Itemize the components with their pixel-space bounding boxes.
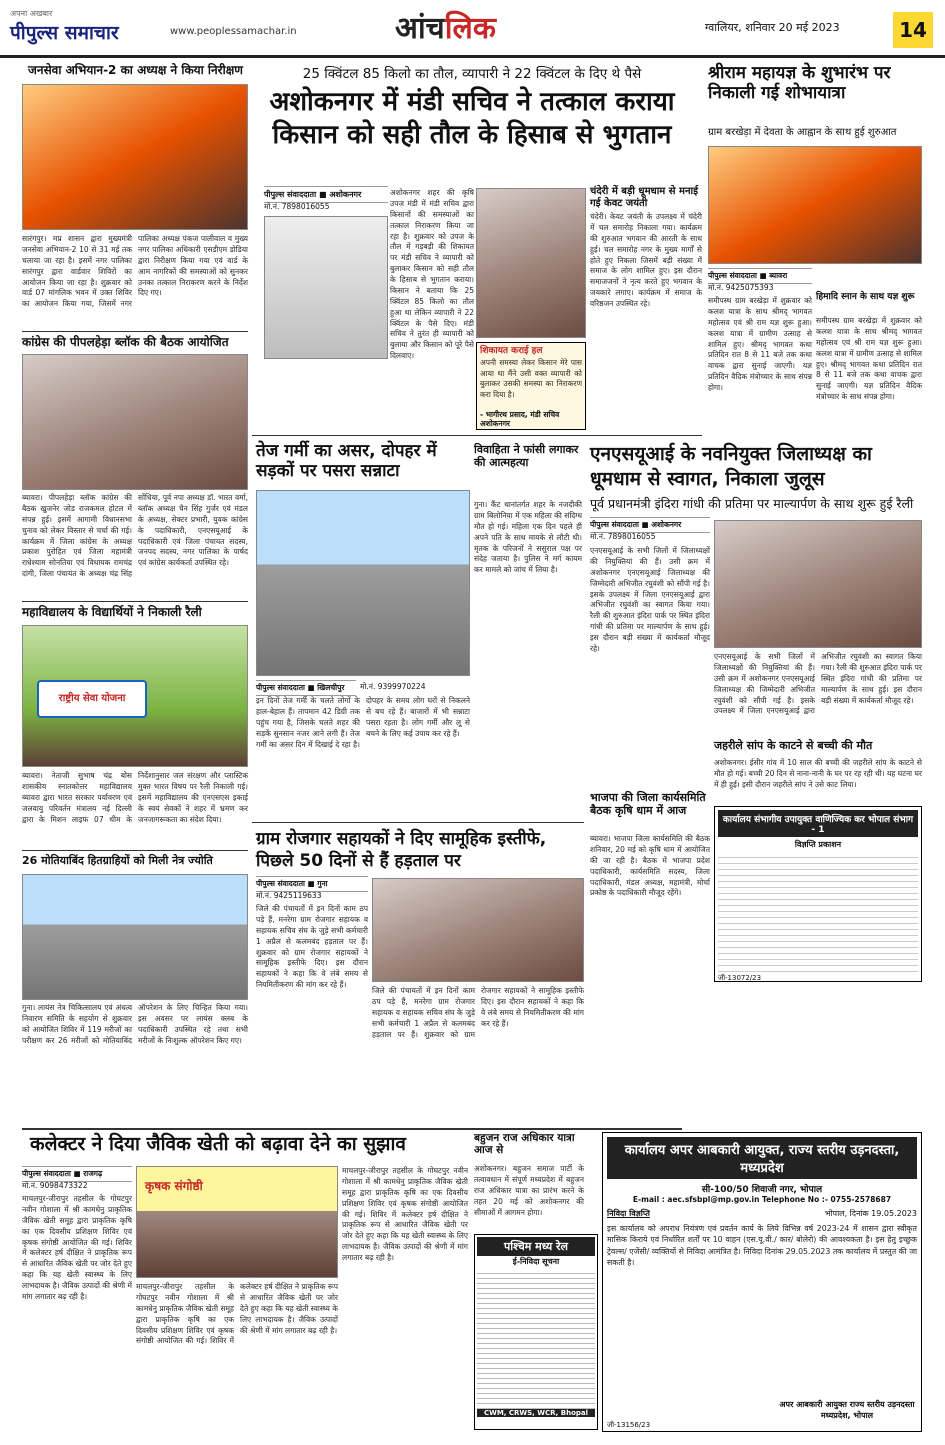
eye-headline: 26 मोतियाबिंद हितग्राहियों को मिली नेत्र ज्योति [22,854,213,867]
commercial-tax-notice [714,806,922,982]
ad2-email[interactable]: E-mail : aec.sfsbpl@mp.gov.in Telephone No :- 0755-2578687 [632,1195,892,1204]
ad1-ref: जी-13072/23 [718,974,762,982]
ad2-body: इस कार्यालय को अपराध नियंत्रण एवं प्रवर्तन कार्य के लिये विभिन्न वर्ष 2023-24 में शासन द्वारा स्वीकृत मासिक किराये एवं निर्धारित शर्तों पर 10 वाहन (एस.यू.वी./ कार/ बोलेरो) की आवश्यकता है। इस हेतु इच्छुक ट्रेवल्स/ एजेंसी/ व्यक्तियों से निविदा आमंत्रित है। निविदा दिनांक 29.05.2023 तक कार्यालय में प्रस्तुत की जा सकती है। [607,1224,917,1267]
masthead [0,0,945,58]
complaint-quote: अपनी समस्या लेकर किसान मेरे पास आया था मैंने उसी वक्त व्यापारी को बुलाकर उसकी समस्या का निराकरण करा दिया है। [480,357,582,400]
bahujan-body: अशोकनगर। बहुजन समाज पार्टी के तत्वावधान में संपूर्ण मध्यप्रदेश में बहुजन राज अधिकार यात्रा का प्रारंभ करने के तहत 20 मई को अशोकनगर की सीमाओं में आगमन होगा। [474,1164,584,1217]
shobha-mobile: मो.नं. 9425075393 [708,283,774,292]
ad2-ref: जी-13156/23 [607,1421,651,1429]
ad2-signature: अपर आबकारी आयुक्त राज्य स्तरीय उड़नदस्ता मध्यप्रदेश, भोपाल [779,1400,915,1420]
shobha-subhead: ग्राम बरखेड़ा में देवता के आह्वान के साथ हुई शुरुआत [708,127,897,138]
mandi-headline: अशोकनगर में मंडी सचिव ने तत्काल कराया किसान को सही तौल के हिसाब से भुगतान [269,87,675,150]
rozgar-mobile: मो.नं. 9425119633 [256,891,322,900]
jansewa-headline: जनसेवा अभियान-2 का अध्यक्ष ने किया निरीक्षण [28,63,243,77]
nsui-mobile: मो.नं. 7898016055 [590,532,656,541]
section-title: आंचलिक [395,11,496,46]
eye-camp-photo [22,874,248,1000]
ad2-date: भोपाल, दिनांक 19.05.2023 [824,1209,917,1218]
ad2-address: सी-100/50 शिवाजी नगर, भोपाल [701,1185,823,1195]
krishak-banner: कृषक संगोष्ठी [145,1179,203,1193]
railway-tender-ad [474,1234,598,1430]
nsui-byline: पीपुल्स संवाददाता ■ अशोकनगर [590,517,710,533]
bahujan-headline: बहुजन राज अधिकार यात्रा आज से [474,1132,575,1157]
nsui-photo [714,520,922,648]
rozgar-headline: ग्राम रोजगार सहायकों ने दिए सामूहिक इस्तीफे, पिछले 50 दिनों से हैं हड़ताल पर [256,829,547,872]
nss-banner: राष्ट्रीय सेवा योजना [37,680,147,718]
collector-mobile: मो.नं. 9098473322 [22,1181,88,1190]
eye-body: गुना। लायंस नेत्र चिकित्सालय एवं अंधत्व निवारण समिति के सहयोग से शुक्रवार को आयोजित शिविर में 119 मरीजों का परीक्षण कर 26 मरीजों को मोतियाबिंद ऑपरेशन के लिए चिन्हित किया गया। इस अवसर पर लायंस क्लब के पदाधिकारी उपस्थित रहे तथा सभी मरीजों के निःशुल्क ऑपरेशन किए गए। [22,1003,248,1045]
collector-headline: कलेक्टर ने दिया जैविक खेती को बढ़ावा देने का सुझाव [30,1133,406,1155]
jansewa-photo [22,84,248,230]
mandi-photo-small [264,216,388,359]
congress-headline: कांग्रेस की पीपलहेड़ा ब्लॉक की बैठक आयोजित [22,335,229,349]
ad1-subtitle: विज्ञप्ति प्रकाशन [794,840,842,849]
bjp-body: ब्यावरा। भाजपा जिला कार्यसमिति की बैठक शनिवार, 20 मई को कृषि धाम में आयोजित की जा रही है। बैठक में भाजपा प्रदेश पदाधिकारी, कार्यसमिति सदस्य, जिला पदाधिकारी, मंडल अध्यक्ष, महामंत्री, मोर्चा प्रकोष्ठ के पदाधिकारी मौजूद रहेंगे। [590,834,710,898]
congress-photo [22,354,248,490]
bjp-headline: भाजपा की जिला कार्यसमिति बैठक कृषि धाम में आज [590,791,706,817]
collector-byline: पीपुल्स संवाददाता ■ राजगढ़ [22,1166,132,1182]
nsui-subhead: पूर्व प्रधानमंत्री इंदिरा गांधी की प्रतिमा पर माल्यार्पण के साथ शुरू हुई रैली [590,496,914,511]
shobha-bold-note: हिमादि स्नान के साथ यज्ञ शुरू [816,292,915,302]
website-url[interactable]: www.peoplessamachar.in [170,26,297,37]
shobha-photo [708,146,922,264]
snake-body: अशोकनगर। ईसीर गांव में 10 साल की बच्ची की जहरीले सांप के काटने से मौत हो गई। बच्ची 20 दिन से नाना-नानी के घर पर रह रही थी। यह घटना घर में ही हुई। इसी दौरान जहरीले सांप ने उसे काट लिया। [714,758,922,789]
collector-body-end: माचलपुर-जीरापुर तहसील के गोघटपुर नवीन गोशाला में श्री कामधेनु प्राकृतिक जैविक खेती समूह द्वारा प्राकृतिक कृषि का एक दिवसीय प्रशिक्षण शिविर एवं कृषक संगोष्ठी आयोजित की गई। शिविर में कलेक्टर हर्ष दीक्षित ने प्राकृतिक रूप से आधारित जैविक खेती पर जोर देते हुए कहा कि यह खेती स्वास्थ्य के लिए लाभदायक है। जैविक उत्पादों की श्रेणी में मांग लगातार बढ़ रही है। [342,1166,468,1262]
collector-photo [136,1166,338,1278]
ad2-title: कार्यालय अपर आबकारी आयुक्त, राज्य स्तरीय उड़नदस्ता, मध्यप्रदेश [607,1137,917,1179]
rally-body: ब्यावरा। नेताजी सुभाष चंद्र बोस शासकीय स्नातकोत्तर महाविद्यालय ब्यावरा द्वारा भारत सरकार पर्यावरण एवं जलवायु परिवर्तन मंत्रालय नई दिल्ली द्वारा के मिशन लाइफ 07 थीम के निर्देशानुसार जल संरक्षण और प्लास्टिक मुक्त भारत विषय पर रैली निकाली गई। इसमें महाविद्यालय की एनएसएस इकाई के स्वयं सेवकों ने शहर में भ्रमण कर जनजागरूकता का संदेश दिया। [22,771,248,824]
mandi-mobile: मो.नं. 7898016055 [264,202,330,211]
newspaper-logo: अपना अखबार पीपुल्स समाचार [10,9,119,44]
rozgar-byline: पीपुल्स संवाददाता ■ गुना [256,876,368,892]
rozgar-photo [372,878,584,982]
chanderi-headline: चंदेरी में बड़ी धूमधाम से मनाई गई केवट जयंती [590,186,699,209]
complaint-box [476,342,586,430]
jansewa-body: सारंगपुर। मप्र शासन द्वारा मुख्यमंत्री जनसेवा अभियान-2 10 से 31 मई तक चलाया जा रहा है। इसमें नगर पालिका सारंगपुर द्वारा वार्डवार शिविरों का आयोजन किया जा रहा है। शुक्रवार को वार्ड 07 मांगलिक भवन में उक्त शिविर का आयोजन किया गया, जिसमें नगर पालिका अध्यक्ष पंकज पालीवाल व मुख्य नगर पालिका अधिकारी एसडीएम डोडिया द्वारा निरीक्षण किया गया एवं वार्ड के आम नागरिकों की समस्याओं को सुनकर उनका तत्काल निराकरण करने के निर्देश दिए गए। [22,234,248,309]
collector-body: माचलपुर-जीरापुर तहसील के गोघटपुर नवीन गोशाला में श्री कामधेनु प्राकृतिक जैविक खेती समूह द्वारा प्राकृतिक कृषि का एक दिवसीय प्रशिक्षण शिविर एवं कृषक संगोष्ठी आयोजित की गई। शिविर में कलेक्टर हर्ष दीक्षित ने प्राकृतिक रूप से आधारित जैविक खेती पर जोर देते हुए कहा कि यह खेती स्वास्थ्य के लिए लाभदायक है। जैविक उत्पादों की श्रेणी में मांग लगातार बढ़ रही है। [22,1194,132,1301]
page-number: 14 [893,12,933,48]
shobha-byline: पीपुल्स संवाददाता ■ ब्यावरा [708,268,812,284]
collector-body-continued: माचलपुर-जीरापुर तहसील के गोघटपुर नवीन गोशाला में श्री कामधेनु प्राकृतिक जैविक खेती समूह द्वारा प्राकृतिक कृषि का एक दिवसीय प्रशिक्षण शिविर एवं कृषक संगोष्ठी आयोजित की गई। शिविर में कलेक्टर हर्ष दीक्षित ने प्राकृतिक रूप से आधारित जैविक खेती पर जोर देते हुए कहा कि यह खेती स्वास्थ्य के लिए लाभदायक है। जैविक उत्पादों की श्रेणी में मांग लगातार बढ़ रही है। [136,1282,338,1346]
chanderi-body: चंदेरी। केवट जयंती के उपलक्ष्य में चंदेरी में चल समारोह निकाला गया। कार्यक्रम की शुरुआत भगवान की आरती के साथ हुई। चल समारोह नगर के मुख्य मार्गों से होते हुए निकला जिसमें बड़ी संख्या में समाज के लोग शामिल हुए। इस दौरान समाजजनों ने नृत्य करते हुए भगवान के जयकारे लगाए। कार्यक्रम में समाज के वरिष्ठजन उपस्थित रहे। [590,212,702,308]
complaint-quote-by: - भागीरथ प्रसाद, मंडी सचिव अशोकनगर [480,409,560,429]
rozgar-body: जिले की पंचायतों में इन दिनों काम ठप पड़े हैं, मनरेगा ग्राम रोजगार सहायक व सहायक सचिव संघ के जुड़े सभी कर्मचारी 1 अप्रैल से कलमबंद हड़ताल पर हैं। शुक्रवार को ग्राम रोजगार सहायकों ने सामूहिक इस्तीफे दिए। इस दौरान सहायकों ने कहा कि वे लंबे समय से नियमितीकरण की मांग कर रहे हैं। [256,904,368,990]
rail-footer: CWM, CRWS, WCR, Bhopal [477,1409,595,1417]
rail-subtitle: ई-निविदा सूचना [512,1257,560,1266]
snake-headline: जहरीले सांप के काटने से बच्ची की मौत [714,739,873,752]
mandi-kicker: 25 क्विंटल 85 किलो का तौल, व्यापारी ने 22 क्विंटल के दिए थे पैसे [302,66,642,82]
mandi-body: अशोकनगर शहर की कृषि उपज मंडी में मंडी सचिव द्वारा किसानों की समस्याओं का तत्काल निराकरण किया जा रहा है। शुक्रवार को उपज के तौल में गड़बड़ी की शिकायत पर मंडी सचिव ने व्यापारी को बुलाकर किसान को सही तौल के हिसाब से भुगतान कराया। किसान ने बताया कि 25 क्विंटल 85 किलो का तौल हुआ था लेकिन व्यापारी ने 22 क्विंटल के पैसे दिए। मंडी सचिव ने तुरंत ही व्यापारी को बुलाया और किसान को पूरे पैसे दिलवाए। [390,188,474,361]
heat-mobile: मो.नं. 9399970224 [360,682,426,691]
suicide-body: गुना। कैंट थानांतर्गत शहर के नजदीकी ग्राम बिलोनिया में एक महिला की संदिग्ध मौत हो गई। महिला एक दिन पहले ही अपने पति के साथ मायके से लौटी थी। मृतक के परिजनों ने ससुराल पक्ष पर संदेह जताया है। पुलिस ने मर्ग कायम कर मामले को जांच में लिया है। [474,500,582,575]
mandi-byline: पीपुल्स संवाददाता ■ अशोकनगर [264,186,388,203]
congress-body: ब्यावरा। पीपलहेड़ा ब्लॉक कांग्रेस की बैठक खुजनेर जोड राजकमल होटल में संपन्न हुई। इसमें आगामी विधानसभा चुनाव को लेकर विस्तार से चर्चा की गई। कार्यक्रम में जिला कांग्रेस के अध्यक्ष प्रकाश पुरोहित एवं जिला महामंत्री राधेश्याम सोनतिया एवं विधायक रामचंद्र दांगी, जिला पंचायत के अध्यक्ष चंद्र सिंह सोंधिया, पूर्व नपा अध्यक्ष डॉ. भारत वर्मा, ब्लॉक अध्यक्ष चैन सिंह गुर्जर एवं मंडल के अध्यक्ष, सेक्टर प्रभारी, युवक कांग्रेस के पदाधिकारी, एनएसयूआई के पदाधिकारी एवं जिला पंचायत सदस्य, जनपद सदस्य, नगर पालिका के पार्षद एवं कांग्रेस कार्यकर्ता उपस्थित रहे। [22,493,248,579]
ad2-notice-title: निविदा विज्ञप्ति [607,1209,650,1218]
rail-title: पश्चिम मध्य रेल [477,1237,595,1256]
heat-road-photo [256,490,470,676]
shobha-headline: श्रीराम महायज्ञ के शुभारंभ पर निकाली गई शोभायात्रा [708,63,891,103]
heat-byline: पीपुल्स संवाददाता ■ खिलचीपुर [256,680,356,696]
shobha-body-continued: समीपस्थ ग्राम बरखेड़ा में शुक्रवार को कलश यात्रा के साथ श्रीमद् भागवत महोत्सव एवं श्री राम यज्ञ शुरू हुआ। कलश यात्रा में ग्रामीण उत्साह से शामिल हुए। श्रीमद् भागवत कथा प्रतिदिन रात 8 से 11 बजे तक कथा वाचक द्वारा सुनाई जाएगी। यज्ञ प्रतिदिन वैदिक मंत्रोच्चार के साथ संपन्न होगा। [816,316,923,402]
heat-headline: तेज गर्मी का असर, दोपहर में सड़कों पर पसरा सन्नाटा [256,441,437,481]
excise-tender-notice [602,1132,922,1432]
heat-body: इन दिनों तेज गर्मी के चलते लोगों के हाल-बेहाल हैं। तापमान 42 डिग्री तक पहुंच गया है, जिसके चलते शहर की सड़कें सुनसान नजर आने लगी हैं। तेज गर्मी का असर दिन में दिखाई दे रहा है। दोपहर के समय लोग घरों से निकलने से बच रहे हैं। बाजारों में भी सन्नाटा पसरा रहता है। लोग गर्मी और लू से बचने के लिए कई उपाय कर रहे हैं। [256,696,470,749]
complaint-heading: शिकायत कराई हल [480,346,543,356]
nsui-body-continued: एनएसयूआई के सभी जिलों में जिलाध्यक्षों की नियुक्तियां की हैं। उसी क्रम में अशोकनगर एनएसयूआई जिलाध्यक्ष की जिम्मेदारी अभिजीत रघुवंशी को सौंपी गई है। इसके उपलक्ष्य में जिला एनएसयूआई द्वारा अभिजीत रघुवंशी का स्वागत किया गया। रैली की शुरुआत इंदिरा पार्क पर स्थित इंदिरा गांधी की प्रतिमा पर माल्यार्पण के साथ हुई। इस दौरान बड़ी संख्या में कार्यकर्ता मौजूद रहे। [714,652,922,716]
nsui-body: एनएसयूआई के सभी जिलों में जिलाध्यक्षों की नियुक्तियां की हैं। उसी क्रम में अशोकनगर एनएसयूआई जिलाध्यक्ष की जिम्मेदारी अभिजीत रघुवंशी को सौंपी गई है। इसके उपलक्ष्य में जिला एनएसयूआई द्वारा अभिजीत रघुवंशी का स्वागत किया गया। रैली की शुरुआत इंदिरा पार्क पर स्थित इंदिरा गांधी की प्रतिमा पर माल्यार्पण के साथ हुई। इस दौरान बड़ी संख्या में कार्यकर्ता मौजूद रहे। [590,546,710,653]
rally-headline: महाविद्यालय के विद्यार्थियों ने निकाली रैली [22,605,202,619]
rally-photo [22,625,248,767]
nsui-headline: एनएसयूआई के नवनियुक्त जिलाध्यक्ष का धूमधाम से स्वागत, निकाला जुलूस [590,443,872,490]
rozgar-body-continued: जिले की पंचायतों में इन दिनों काम ठप पड़े हैं, मनरेगा ग्राम रोजगार सहायक व सहायक सचिव संघ के जुड़े सभी कर्मचारी 1 अप्रैल से कलमबंद हड़ताल पर हैं। शुक्रवार को ग्राम रोजगार सहायकों ने सामूहिक इस्तीफे दिए। इस दौरान सहायकों ने कहा कि वे लंबे समय से नियमितीकरण की मांग कर रहे हैं। [372,986,584,1039]
suicide-headline: विवाहिता ने फांसी लगाकर की आत्महत्या [474,443,579,469]
mandi-photo-large [476,188,586,338]
issue-date: ग्वालियर, शनिवार 20 मई 2023 [705,21,840,34]
shobha-body: समीपस्थ ग्राम बरखेड़ा में शुक्रवार को कलश यात्रा के साथ श्रीमद् भागवत महोत्सव एवं श्री राम यज्ञ शुरू हुआ। कलश यात्रा में ग्रामीण उत्साह से शामिल हुए। श्रीमद् भागवत कथा प्रतिदिन रात 8 से 11 बजे तक कथा वाचक द्वारा सुनाई जाएगी। यज्ञ प्रतिदिन वैदिक मंत्रोच्चार के साथ संपन्न होगा। [708,296,812,392]
ad1-title: कार्यालय संभागीय उपायुक्त वाणिज्यिक कर भोपाल संभाग - 1 [718,810,918,837]
